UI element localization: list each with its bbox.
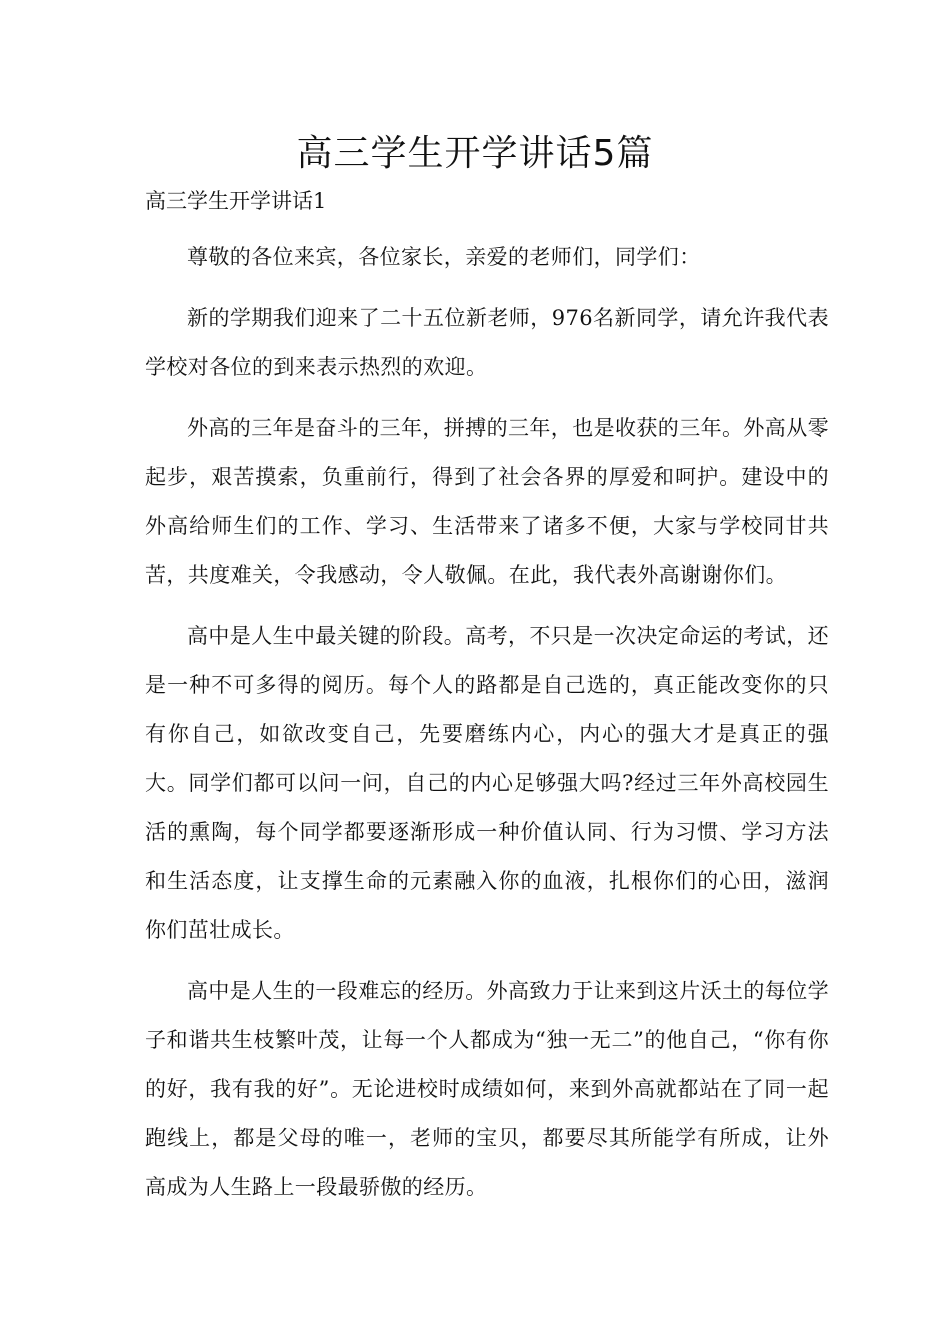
paragraph-key-stage: 高中是人生中最关键的阶段。高考，不只是一次决定命运的考试，还是一种不可多得的阅历。每个人的路都是自己选的，真正能改变你的只有你自己，如欲改变自己，先要磨练内心，内心的强大才是真正的强大。同学们都可以问一问，自己的内心足够强大吗?经过三年外高校园生活的熏陶，每个同学都要逐渐形成一种价值认同、行为习惯、学习方法和生活态度，让支撑生命的元素融入你的血液，扎根你们的心田，滋润你们茁壮成长。 (145, 624, 829, 942)
paragraph-greeting: 尊敬的各位来宾，各位家长，亲爱的老师们，同学们： (187, 245, 701, 269)
document-body (145, 233, 829, 1224)
document-title: 高三学生开学讲话5篇 (296, 133, 654, 174)
paragraph-memorable-experience: 高中是人生的一段难忘的经历。外高致力于让来到这片沃土的每位学子和谐共生枝繁叶茂，让每一个人都成为“独一无二”的他自己，“你有你的好，我有我的好”。无论进校时成绩如何，来到外高就都站在了同一起跑线上，都是父母的唯一，老师的宝贝，都要尽其所能学有所成，让外高成为人生路上一段最骄傲的经历。 (145, 979, 829, 1199)
paragraph-welcome: 新的学期我们迎来了二十五位新老师，976名新同学，请允许我代表学校对各位的到来表示热烈的欢迎。 (145, 306, 829, 379)
paragraph-three-years: 外高的三年是奋斗的三年，拼搏的三年，也是收获的三年。外高从零起步，艰苦摸索，负重前行，得到了社会各界的厚爱和呵护。建设中的外高给师生们的工作、学习、生活带来了诸多不便，大家与学校同甘共苦，共度难关，令我感动，令人敬佩。在此，我代表外高谢谢你们。 (145, 416, 829, 587)
section-heading: 高三学生开学讲话1 (145, 189, 327, 213)
